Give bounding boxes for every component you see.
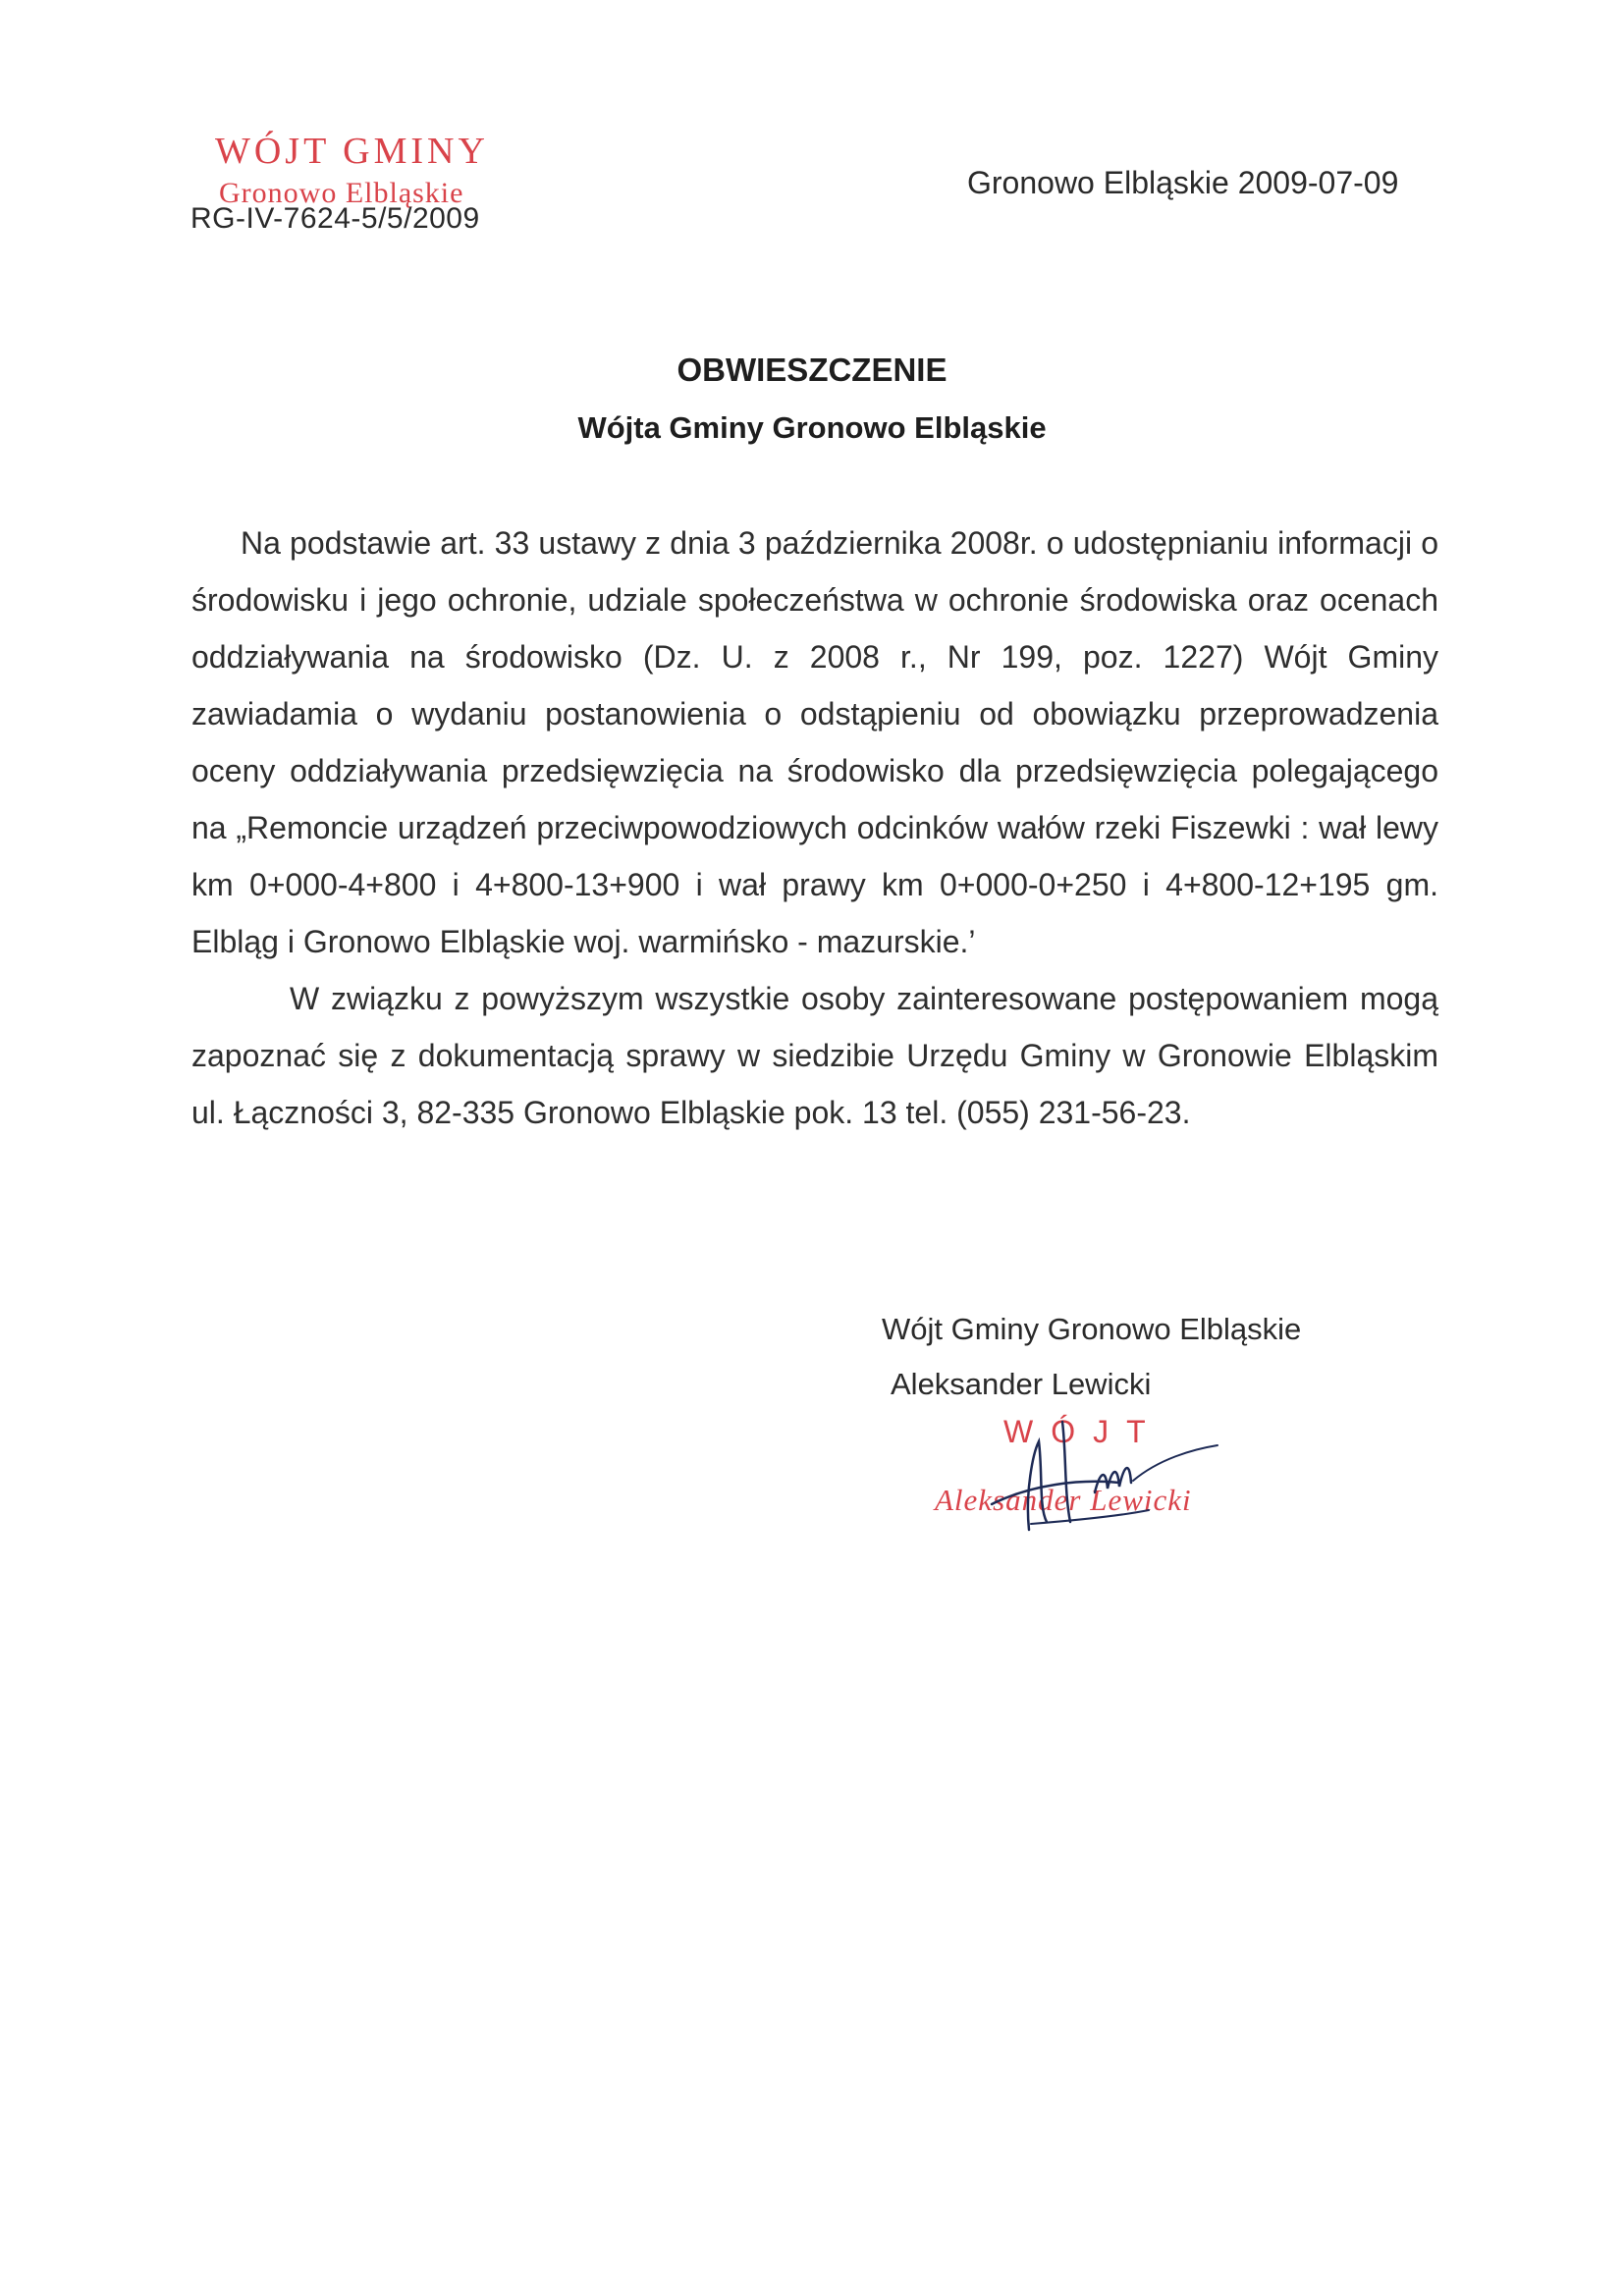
document-body <box>191 515 1438 1141</box>
document-title: OBWIESZCZENIE <box>677 352 947 388</box>
signatory-name: Aleksander Lewicki <box>891 1367 1152 1401</box>
signatory-office: Wójt Gminy Gronowo Elbląskie <box>882 1312 1302 1346</box>
stamp-title: WÓJT GMINY <box>215 131 489 172</box>
stamp-municipality: Gronowo Elbląskie <box>219 177 464 209</box>
signature-stamp <box>923 1414 1296 1542</box>
place-and-date: Gronowo Elbląskie 2009-07-09 <box>967 165 1399 200</box>
reference-number: RG-IV-7624-5/5/2009 <box>190 202 480 235</box>
document-subtitle: Wójta Gminy Gronowo Elbląskie <box>577 410 1047 445</box>
body-paragraph-1: Na podstawie art. 33 ustawy z dnia 3 października 2008r. o udostępnianiu informacji o środowisku i jego ochronie, udziale społeczeństwa w ochronie środowiska oraz ocenach oddziaływania na środowisko (Dz. U. z 2008 r., Nr 199, poz. 1227) Wójt Gminy zawiadamia o wydaniu postanowienia o odstąpieniu od obowiązku przeprowadzenia oceny oddziaływania przedsięwzięcia na środowisko dla przedsięwzięcia polegającego na „Remoncie urządzeń przeciwpowodziowych odcinków wałów rzeki Fiszewki : wał lewy km 0+000-4+800 i 4+800-13+900 i wał prawy km 0+000-0+250 i 4+800-12+195 gm. Elbląg i Gronowo Elbląskie woj. warmińsko - mazurskie.’ <box>191 525 1438 959</box>
signature-stamp-word: WÓJT <box>1003 1414 1164 1449</box>
body-paragraph-2: W związku z powyższym wszystkie osoby zainteresowane postępowaniem mogą zapoznać się z dokumentacją sprawy w siedzibie Urzędu Gminy w Gronowie Elbląskim ul. Łączności 3, 82-335 Gronowo Elbląskie pok. 13 tel. (055) 231-56-23. <box>191 981 1438 1130</box>
signature-stamp-name: Aleksander Lewicki <box>935 1483 1192 1517</box>
handwritten-signature <box>923 1414 1296 1542</box>
